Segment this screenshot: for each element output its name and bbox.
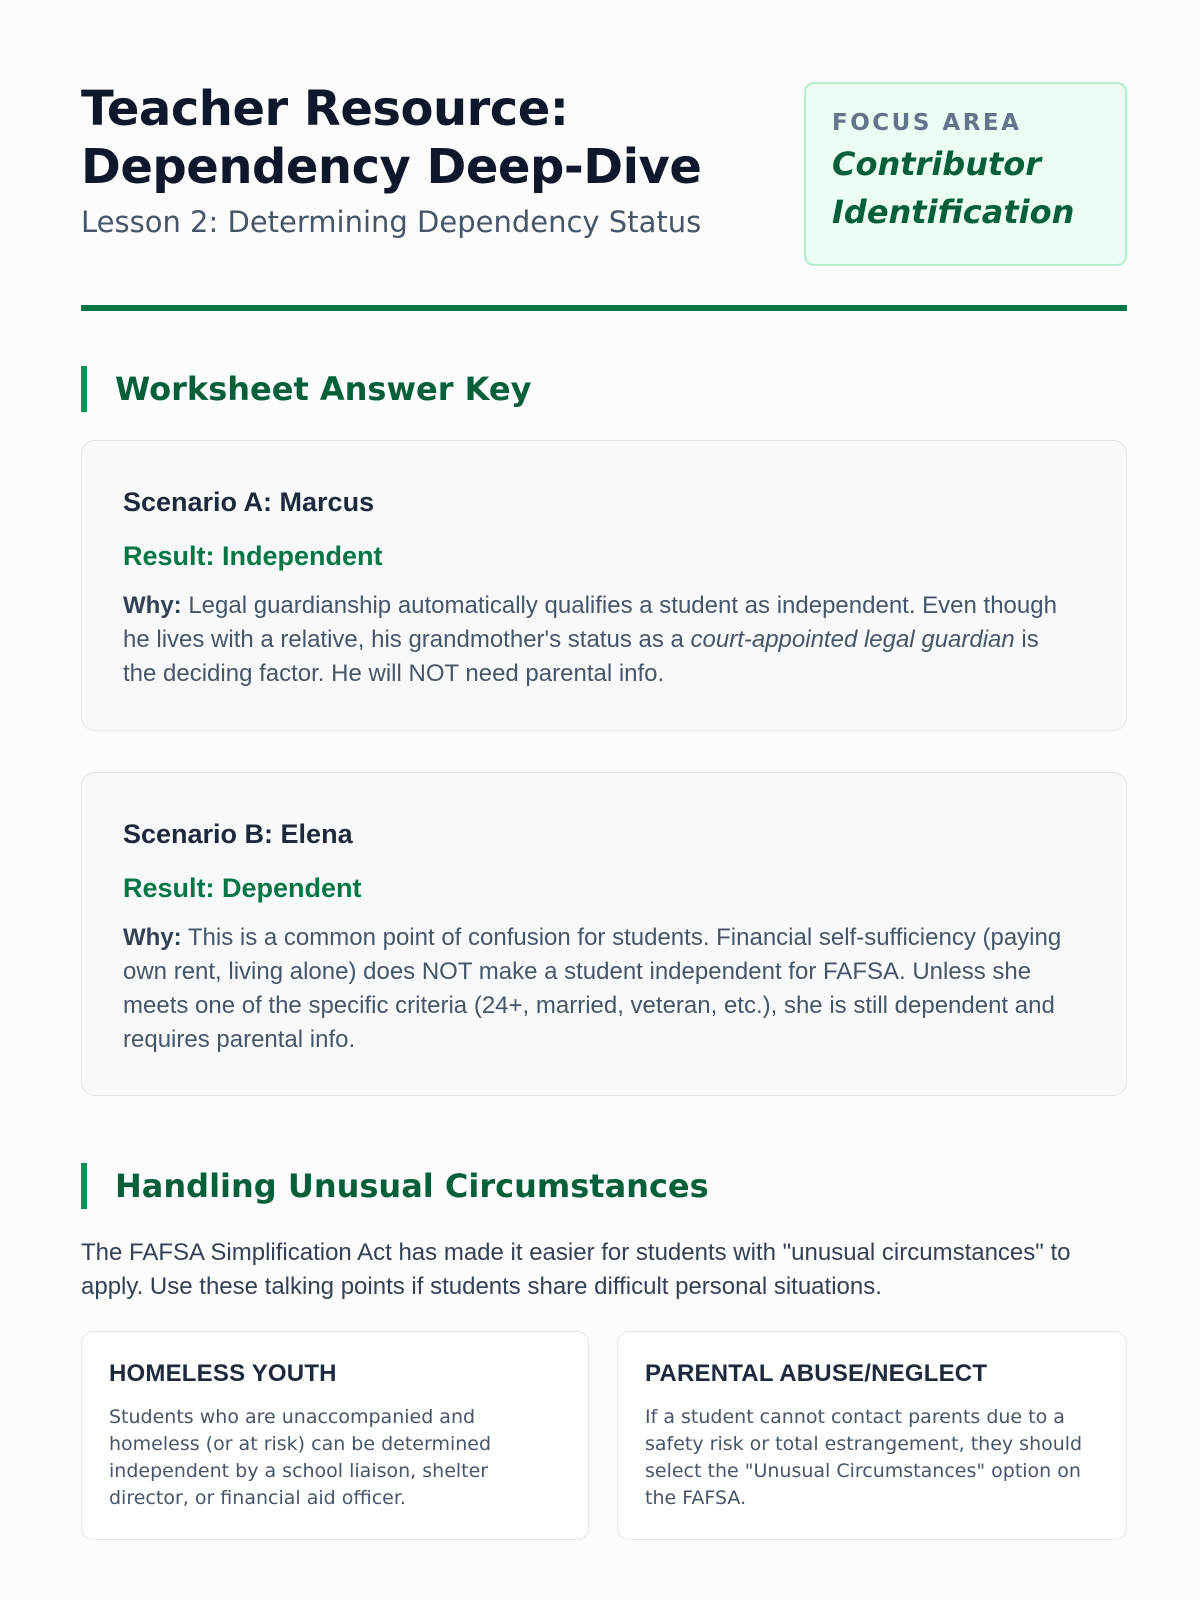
unusual-circumstances-section-heading — [81, 1163, 1127, 1209]
parental-abuse-title: PARENTAL ABUSE/NEGLECT — [645, 1360, 988, 1387]
why-label: Why: — [123, 924, 182, 951]
focus-value-line-2: Identification — [832, 193, 1075, 231]
homeless-youth-text: Students who are unaccompanied and homeless (or at risk) can be determined independent by a school liaison, shelter director, or financial aid officer. — [109, 1406, 492, 1509]
parental-abuse-box — [617, 1331, 1127, 1540]
title-line-1: Teacher Resource: — [81, 81, 569, 137]
header-divider — [81, 305, 1127, 311]
why-label: Why: — [123, 592, 182, 619]
scenario-card-a — [81, 440, 1127, 731]
scenario-a-why-emphasis: court-appointed legal guardian — [690, 626, 1015, 653]
focus-value-line-1: Contributor — [832, 145, 1042, 183]
unusual-circumstances-heading: Handling Unusual Circumstances — [115, 1167, 709, 1205]
scenario-b-title: Scenario B: Elena — [123, 819, 353, 849]
page-title — [81, 80, 761, 196]
focus-area-value — [832, 140, 1099, 236]
scenario-a-explanation — [123, 589, 1063, 691]
page-header — [81, 80, 1127, 270]
scenario-b-result: Result: Dependent — [123, 873, 362, 903]
homeless-youth-box — [81, 1331, 589, 1540]
section-accent-bar — [81, 1163, 87, 1209]
scenario-a-title: Scenario A: Marcus — [123, 487, 375, 517]
focus-area-label: FOCUS AREA — [832, 110, 1022, 136]
section-accent-bar — [81, 366, 87, 412]
scenario-b-why-text: This is a common point of confusion for students. Financial self-sufficiency (paying own rent, living alone) does NOT make a student independent for FAFSA. Unless she meets one of the specific criteria (24+, married, veteran, etc.), she is still dependent and requires parental info. — [123, 924, 1062, 1053]
title-line-2: Dependency Deep-Dive — [81, 139, 702, 195]
answer-key-section-heading — [81, 366, 1127, 412]
parental-abuse-text: If a student cannot contact parents due to a safety risk or total estrangement, they should select the "Unusual Circumstances" option on the FAFSA. — [645, 1406, 1083, 1509]
homeless-youth-title: HOMELESS YOUTH — [109, 1360, 337, 1387]
answer-key-heading: Worksheet Answer Key — [115, 370, 532, 408]
focus-area-box — [804, 82, 1127, 266]
scenario-b-explanation — [123, 921, 1063, 1057]
scenario-card-b — [81, 772, 1127, 1096]
lesson-subtitle: Lesson 2: Determining Dependency Status — [81, 205, 702, 239]
scenario-a-why-text-2: is the deciding factor. He will NOT need parental info. — [123, 626, 1039, 687]
unusual-circumstances-intro: The FAFSA Simplification Act has made it easier for students with "unusual circumstances" to apply. Use these talking points if students share difficult personal situations. — [81, 1239, 1071, 1300]
scenario-a-result: Result: Independent — [123, 541, 383, 571]
scenario-a-why-text-1: Legal guardianship automatically qualifies a student as independent. Even though he lives with a relative, his grandmother's status as a — [123, 592, 1057, 653]
